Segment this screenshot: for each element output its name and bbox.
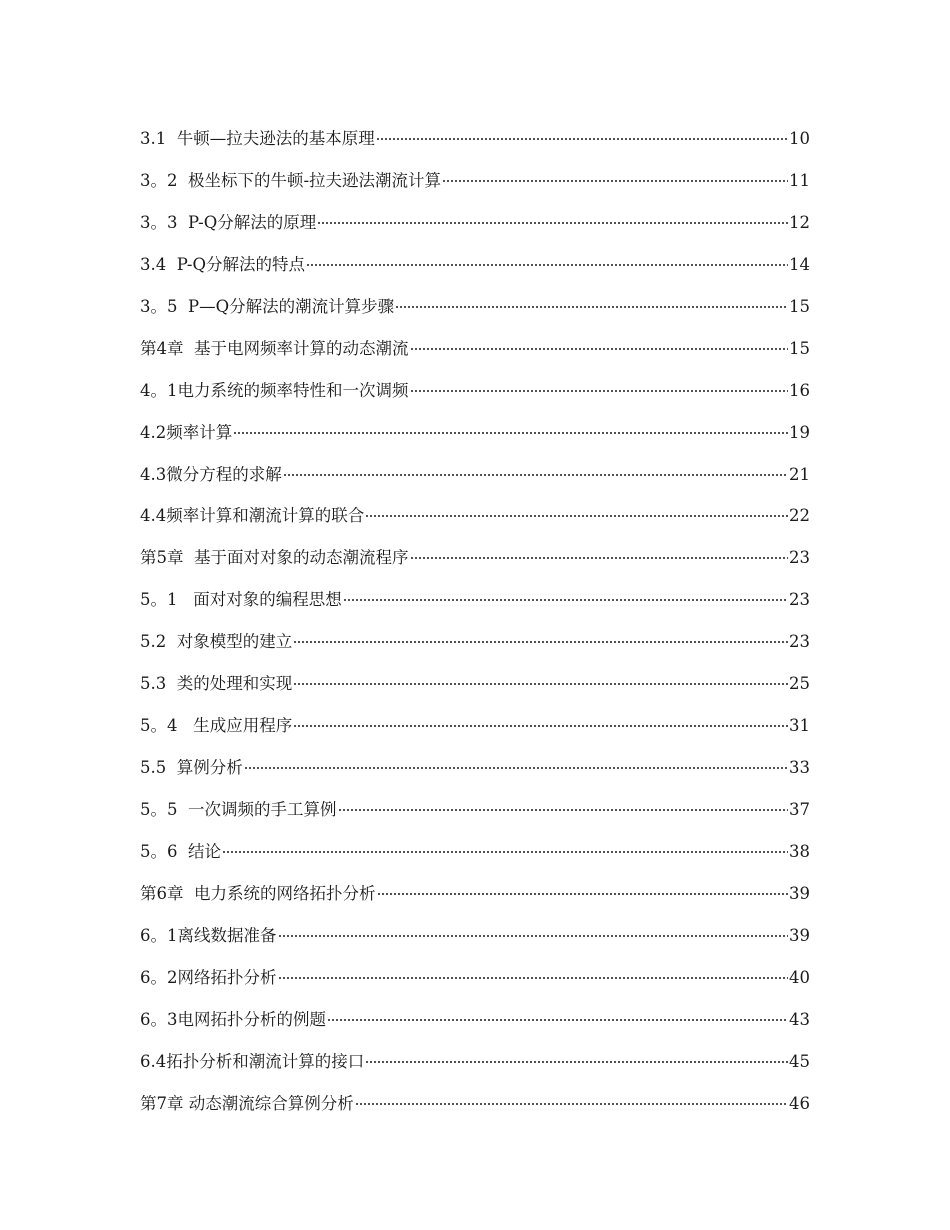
toc-dot-leader bbox=[343, 599, 788, 601]
toc-dot-leader bbox=[233, 432, 788, 434]
toc-entry[interactable] bbox=[140, 999, 810, 1041]
toc-dot-leader bbox=[317, 222, 788, 224]
toc-entry-title: 3。2 极坐标下的牛顿-拉夫逊法潮流计算 bbox=[140, 170, 442, 190]
toc-entry-title: 6。2网络拓扑分析 bbox=[140, 967, 277, 987]
toc-entry-title: 5.3 类的处理和实现 bbox=[140, 674, 293, 694]
toc-entry[interactable] bbox=[140, 495, 810, 537]
toc-entry-title: 第5章 基于面对对象的动态潮流程序 bbox=[140, 548, 409, 568]
toc-entry[interactable] bbox=[140, 202, 810, 244]
toc-entry[interactable] bbox=[140, 1041, 810, 1083]
toc-page-number: 23 bbox=[789, 590, 810, 610]
toc-page-number: 40 bbox=[789, 967, 810, 987]
toc-entry-title: 3.4 P-Q分解法的特点 bbox=[140, 254, 306, 274]
toc-entry[interactable] bbox=[140, 705, 810, 747]
toc-entry-title: 3。5 P—Q分解法的潮流计算步骤 bbox=[140, 296, 395, 316]
toc-entry-title: 3.1 牛顿—拉夫逊法的基本原理 bbox=[140, 129, 375, 148]
toc-dot-leader bbox=[283, 474, 788, 476]
toc-dot-leader bbox=[410, 348, 789, 350]
toc-page-number: 14 bbox=[789, 254, 810, 274]
toc-dot-leader bbox=[244, 767, 788, 769]
toc-page-number: 23 bbox=[789, 632, 810, 652]
toc-dot-leader bbox=[355, 1103, 788, 1105]
toc-entry-title: 5.5 算例分析 bbox=[140, 758, 243, 778]
toc-entry-title: 4.3微分方程的求解 bbox=[140, 464, 282, 484]
toc-page-number: 16 bbox=[789, 380, 810, 400]
toc-page-number: 12 bbox=[789, 212, 810, 232]
toc-dot-leader bbox=[395, 306, 788, 308]
toc-dot-leader bbox=[293, 683, 788, 685]
toc-page-number: 33 bbox=[789, 758, 810, 778]
toc-dot-leader bbox=[278, 935, 789, 937]
toc-entry[interactable] bbox=[140, 957, 810, 999]
toc-entry-title: 第4章 基于电网频率计算的动态潮流 bbox=[140, 338, 409, 358]
toc-dot-leader bbox=[293, 641, 788, 643]
toc-dot-leader bbox=[365, 1061, 788, 1063]
toc-entry[interactable] bbox=[140, 286, 810, 328]
toc-page-number: 31 bbox=[789, 716, 810, 736]
toc-entry-title: 6。1离线数据准备 bbox=[140, 925, 277, 945]
toc-page-number: 45 bbox=[789, 1051, 810, 1071]
toc-entry[interactable] bbox=[140, 789, 810, 831]
toc-entry[interactable] bbox=[140, 412, 810, 454]
toc-entry-title: 5。1 面对对象的编程思想 bbox=[140, 590, 342, 610]
toc-page-number: 39 bbox=[789, 883, 810, 903]
toc-entry[interactable] bbox=[140, 1083, 810, 1125]
toc-entry[interactable] bbox=[140, 831, 810, 873]
toc-entry[interactable] bbox=[140, 328, 810, 370]
toc-entry-title: 6。3电网拓扑分析的例题 bbox=[140, 1009, 326, 1029]
toc-page-number: 22 bbox=[789, 506, 810, 526]
toc-page-number: 21 bbox=[789, 464, 810, 484]
toc-entry-title: 4.4频率计算和潮流计算的联合 bbox=[140, 506, 365, 526]
toc-entry-title: 5.2 对象模型的建立 bbox=[140, 632, 293, 652]
toc-entry-title: 第6章 电力系统的网络拓扑分析 bbox=[140, 883, 376, 903]
toc-page-number: 19 bbox=[789, 422, 810, 442]
toc-page-number: 37 bbox=[789, 800, 810, 819]
toc-entry-title: 5。4 生成应用程序 bbox=[140, 716, 293, 736]
toc-page-number: 25 bbox=[789, 674, 810, 694]
toc-entry[interactable] bbox=[140, 160, 810, 202]
toc-dot-leader bbox=[327, 1019, 788, 1021]
toc-entry[interactable] bbox=[140, 579, 810, 621]
table-of-contents bbox=[140, 118, 810, 1125]
toc-page-number: 39 bbox=[789, 925, 810, 945]
toc-entry-title: 5。6 结论 bbox=[140, 841, 221, 861]
toc-entry-title: 4.2频率计算 bbox=[140, 422, 233, 442]
toc-entry[interactable] bbox=[140, 454, 810, 496]
toc-dot-leader bbox=[365, 515, 788, 517]
toc-entry-title: 6.4拓扑分析和潮流计算的接口 bbox=[140, 1051, 365, 1071]
toc-page-number: 38 bbox=[789, 841, 810, 861]
toc-page-number: 15 bbox=[789, 296, 810, 316]
toc-page-number: 10 bbox=[789, 129, 810, 148]
toc-entry-title: 5。5 一次调频的手工算例 bbox=[140, 800, 337, 819]
toc-dot-leader bbox=[278, 977, 789, 979]
toc-page-number: 23 bbox=[789, 548, 810, 568]
toc-page-number: 11 bbox=[789, 170, 810, 190]
toc-entry-title: 第7章 动态潮流综合算例分析 bbox=[140, 1093, 354, 1113]
toc-dot-leader bbox=[222, 851, 788, 853]
toc-dot-leader bbox=[293, 725, 788, 727]
toc-entry[interactable] bbox=[140, 244, 810, 286]
toc-entry[interactable] bbox=[140, 118, 810, 160]
toc-page-number: 43 bbox=[789, 1009, 810, 1029]
toc-entry[interactable] bbox=[140, 621, 810, 663]
toc-dot-leader bbox=[376, 138, 788, 140]
toc-page-number: 46 bbox=[789, 1093, 810, 1113]
toc-dot-leader bbox=[410, 390, 789, 392]
toc-entry-title: 3。3 P-Q分解法的原理 bbox=[140, 212, 317, 232]
toc-dot-leader bbox=[442, 180, 788, 182]
toc-dot-leader bbox=[338, 809, 789, 811]
toc-page-number: 15 bbox=[789, 338, 810, 358]
toc-entry-title: 4。1电力系统的频率特性和一次调频 bbox=[140, 380, 409, 400]
toc-entry[interactable] bbox=[140, 537, 810, 579]
toc-dot-leader bbox=[410, 557, 789, 559]
toc-dot-leader bbox=[377, 893, 789, 895]
toc-dot-leader bbox=[306, 264, 788, 266]
toc-entry[interactable] bbox=[140, 747, 810, 789]
toc-entry[interactable] bbox=[140, 663, 810, 705]
toc-entry[interactable] bbox=[140, 370, 810, 412]
toc-entry[interactable] bbox=[140, 873, 810, 915]
toc-entry[interactable] bbox=[140, 915, 810, 957]
